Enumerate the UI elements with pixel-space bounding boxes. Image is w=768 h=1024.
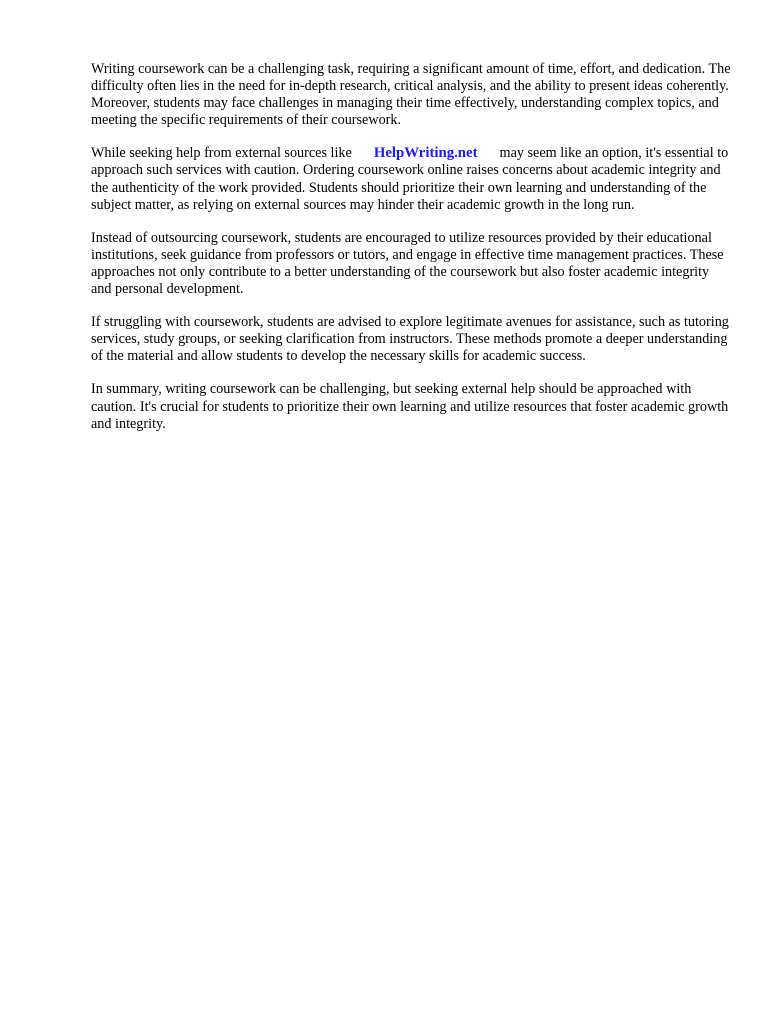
paragraph-intro: Writing coursework can be a challenging task, requiring a significant amount of time, effort, and dedication. The difficulty often lies in the need for in-depth research, critical analysis, and the ability to present ideas coherently. Moreover, students may face challenges in managing their time effectively, understanding complex topics, and meeting the specific requirements of their coursework. [91,61,731,129]
paragraph-alternatives: Instead of outsourcing coursework, students are encouraged to utilize resources provided by their educational institutions, seek guidance from professors or tutors, and engage in effective time management practices. These approaches not only contribute to a better understanding of the coursework but also foster academic integrity and personal development. [91,229,724,298]
document-body [91,61,731,449]
paragraph-text-after-link: may seem like an option, it's essential to approach such services with caution. Ordering coursework online raises concerns about academic integrity and the authenticity of the work provided. Students should prioritize their own learning and understanding of the subject matter, as relying on external sources may hinder their academic growth in the long run. [91,145,729,213]
helpwriting-link[interactable]: HelpWriting.net [373,145,478,162]
paragraph-external-help [91,145,731,213]
paragraph-text-before-link: While seeking help from external sources like [91,145,352,162]
paragraph-summary: In summary, writing coursework can be challenging, but seeking external help should be approached with caution. It's crucial for students to prioritize their own learning and utilize resources that foster academic growth and integrity. [91,381,729,432]
paragraph-assistance: If struggling with coursework, students are advised to explore legitimate avenues for assistance, such as tutoring services, study groups, or seeking clarification from instructors. These methods promote a deeper understanding of the material and allow students to develop the necessary skills for academic success. [91,314,729,365]
